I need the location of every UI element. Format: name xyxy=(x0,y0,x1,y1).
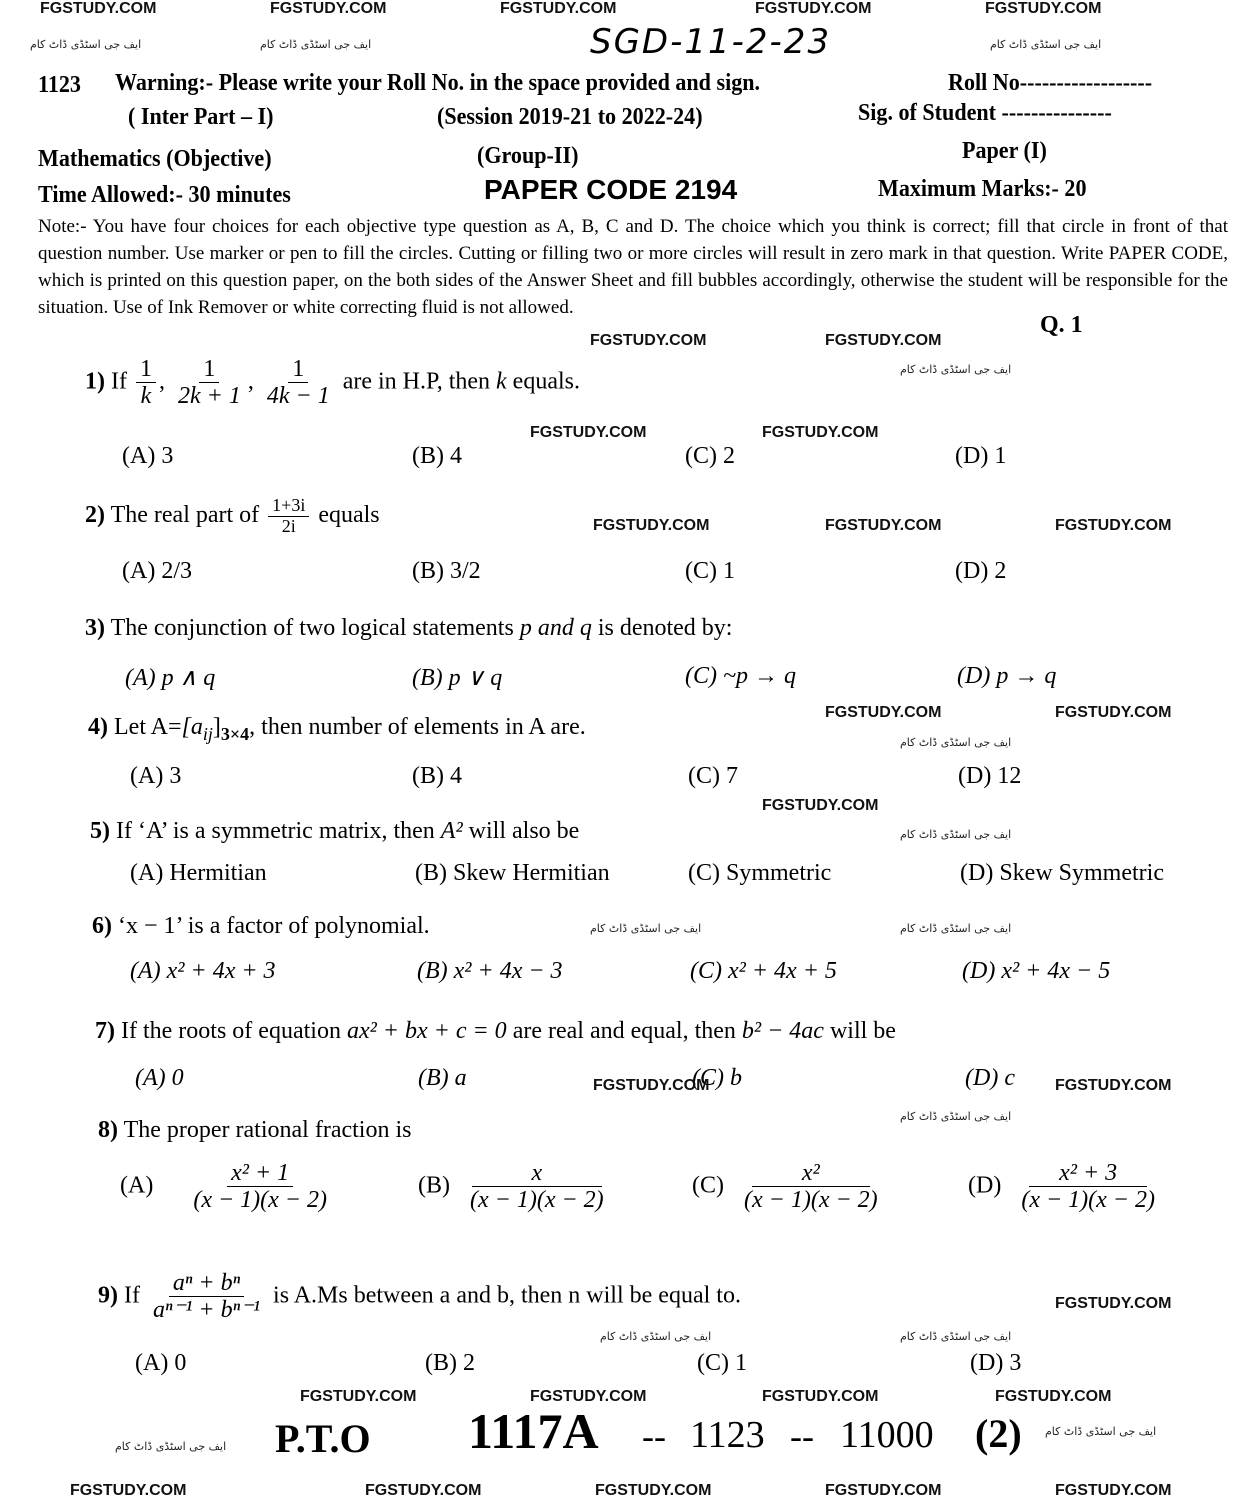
question-5: 5) If ‘A’ is a symmetric matrix, then A² will also be xyxy=(90,818,580,844)
watermark: FGSTUDY.COM xyxy=(762,797,879,814)
watermark: FGSTUDY.COM xyxy=(365,1482,482,1499)
option-2-d[interactable]: (D) 2 xyxy=(955,558,1007,584)
footer-separator: -- xyxy=(790,1416,814,1456)
page-number: (2) xyxy=(975,1411,1022,1456)
handwritten-code: SGD-11-2-23 xyxy=(590,22,832,62)
watermark: FGSTUDY.COM xyxy=(762,424,879,441)
question-6: 6) ‘x − 1’ is a factor of polynomial. xyxy=(92,913,430,939)
option-2-a[interactable]: (A) 2/3 xyxy=(122,558,192,584)
footer-count: 11000 xyxy=(840,1414,934,1456)
paper-number: 1123 xyxy=(38,72,81,98)
question-7: 7) If the roots of equation ax² + bx + c = 0 are real and equal, then b² − 4ac will be xyxy=(95,1018,896,1044)
watermark: FGSTUDY.COM xyxy=(1055,517,1172,534)
option-8c[interactable]: (C) $\frac{\text{x²}}{(x - 1)(x - 2)}$ xyxy=(692,1160,878,1214)
option-9-c[interactable]: (C) 1 xyxy=(697,1350,747,1376)
time-allowed: Time Allowed:- 30 minutes xyxy=(38,182,291,208)
option-1-b[interactable]: (B) 4 xyxy=(412,443,462,469)
footer-number: 1123 xyxy=(690,1414,765,1456)
option-7-d[interactable]: (D) c xyxy=(965,1065,1015,1091)
option-5-d[interactable]: (D) Skew Symmetric xyxy=(960,860,1164,886)
option-6-b[interactable]: (B) x² + 4x − 3 xyxy=(417,958,563,984)
pto-label: P.T.O xyxy=(275,1416,371,1461)
watermark: FGSTUDY.COM xyxy=(530,424,647,441)
urdu-watermark: ایف جی اسٹڈی ڈاٹ کام xyxy=(900,828,1012,841)
subject-label: Mathematics (Objective) xyxy=(38,146,272,172)
watermark: FGSTUDY.COM xyxy=(825,704,942,721)
watermark: FGSTUDY.COM xyxy=(1055,704,1172,721)
option-3-b[interactable]: (B) p ∨ q xyxy=(412,665,503,691)
watermark: FGSTUDY.COM xyxy=(1055,1295,1172,1312)
option-8b[interactable]: (B) $\frac{x}{(x - 1)(x - 2)}$ xyxy=(418,1160,604,1214)
watermark: FGSTUDY.COM xyxy=(590,332,707,349)
option-5-c[interactable]: (C) Symmetric xyxy=(688,860,832,886)
watermark: FGSTUDY.COM xyxy=(825,332,942,349)
option-3-c[interactable]: (C) ~p → q xyxy=(685,663,796,689)
option-7-a[interactable]: (A) 0 xyxy=(135,1065,184,1091)
urdu-watermark: ایف جی اسٹڈی ڈاٹ کام xyxy=(900,922,1012,935)
option-2-b[interactable]: (B) 3/2 xyxy=(412,558,481,584)
option-4-b[interactable]: (B) 4 xyxy=(412,763,462,789)
watermark: FGSTUDY.COM xyxy=(995,1388,1112,1405)
option-7-b[interactable]: (B) a xyxy=(418,1065,467,1091)
urdu-watermark: ایف جی اسٹڈی ڈاٹ کام xyxy=(900,1330,1012,1343)
watermark: FGSTUDY.COM xyxy=(985,0,1102,17)
watermark: FGSTUDY.COM xyxy=(530,1388,647,1405)
option-3-a[interactable]: (A) p ∧ q xyxy=(125,665,216,691)
option-9-a[interactable]: (A) 0 xyxy=(135,1350,187,1376)
footer-separator: -- xyxy=(642,1416,666,1456)
option-4-c[interactable]: (C) 7 xyxy=(688,763,738,789)
watermark: FGSTUDY.COM xyxy=(500,0,617,17)
option-4-a[interactable]: (A) 3 xyxy=(130,763,182,789)
option-3-d[interactable]: (D) p → q xyxy=(957,663,1057,689)
option-8a[interactable]: (A) $\frac{\text{x² + 1}}{(x - 1)(x - 2)}$ xyxy=(120,1160,327,1214)
question-label: Q. 1 xyxy=(1040,312,1083,338)
paper-label: Paper (I) xyxy=(962,138,1047,164)
option-6-d[interactable]: (D) x² + 4x − 5 xyxy=(962,958,1111,984)
watermark: FGSTUDY.COM xyxy=(825,1482,942,1499)
question-9: 9) If $\frac{\text{aⁿ + bⁿ}}{\text{aⁿ⁻¹ + bⁿ⁻¹}}$ is A.Ms between a and b, then n will be equal to. xyxy=(98,1270,741,1324)
option-6-a[interactable]: (A) x² + 4x + 3 xyxy=(130,958,276,984)
instructions-note: Note:- You have four choices for each objective type question as A, B, C and D. The choice which you think is correct; fill that circle in front of that question number. Use marker or pen to fill the circles. Cutting or filling two or more circles will result in zero mark in that question. Write PAPER CODE, which is printed on this question paper, on the both sides of the Answer Sheet and fill bubbles accordingly, otherwise the student will be responsible for the situation. Use of Ink Remover or white correcting fluid is not allowed. xyxy=(38,216,1228,318)
watermark: FGSTUDY.COM xyxy=(40,0,157,17)
footer-code: 1117A xyxy=(468,1403,599,1459)
signature-field: Sig. of Student --------------- xyxy=(858,100,1112,126)
urdu-watermark: ایف جی اسٹڈی ڈاٹ کام xyxy=(115,1440,227,1453)
watermark: FGSTUDY.COM xyxy=(593,517,710,534)
watermark: FGSTUDY.COM xyxy=(825,517,942,534)
option-1-d[interactable]: (D) 1 xyxy=(955,443,1007,469)
group-label: (Group-II) xyxy=(477,143,579,169)
option-2-c[interactable]: (C) 1 xyxy=(685,558,735,584)
urdu-watermark: ایف جی اسٹڈی ڈاٹ کام xyxy=(30,38,142,51)
question-3: 3) The conjunction of two logical statements p and q is denoted by: xyxy=(85,615,733,641)
watermark: FGSTUDY.COM xyxy=(70,1482,187,1499)
watermark: FGSTUDY.COM xyxy=(755,0,872,17)
question-8: 8) The proper rational fraction is xyxy=(98,1117,412,1143)
part-label: ( Inter Part – I) xyxy=(128,104,274,130)
paper-code: PAPER CODE 2194 xyxy=(484,174,738,205)
watermark: FGSTUDY.COM xyxy=(1055,1077,1172,1094)
maximum-marks: Maximum Marks:- 20 xyxy=(878,176,1087,202)
option-7-c[interactable]: (C) b xyxy=(692,1065,742,1091)
roll-no-field: Roll No------------------ xyxy=(948,70,1153,96)
watermark: FGSTUDY.COM xyxy=(270,0,387,17)
urdu-watermark: ایف جی اسٹڈی ڈاٹ کام xyxy=(900,1110,1012,1123)
urdu-watermark: ایف جی اسٹڈی ڈاٹ کام xyxy=(590,922,702,935)
watermark: FGSTUDY.COM xyxy=(593,1077,710,1094)
option-1-c[interactable]: (C) 2 xyxy=(685,443,735,469)
watermark: FGSTUDY.COM xyxy=(595,1482,712,1499)
warning-text: Warning:- Please write your Roll No. in the space provided and sign. xyxy=(115,70,761,96)
option-4-d[interactable]: (D) 12 xyxy=(958,763,1022,789)
urdu-watermark: ایف جی اسٹڈی ڈاٹ کام xyxy=(1045,1425,1157,1438)
watermark: FGSTUDY.COM xyxy=(1055,1482,1172,1499)
urdu-watermark: ایف جی اسٹڈی ڈاٹ کام xyxy=(900,736,1012,749)
question-2: 2) The real part of $\frac{1+3i}{2i}$ equals xyxy=(85,495,380,536)
urdu-watermark: ایف جی اسٹڈی ڈاٹ کام xyxy=(900,363,1012,376)
session-label: (Session 2019-21 to 2022-24) xyxy=(437,104,703,130)
urdu-watermark: ایف جی اسٹڈی ڈاٹ کام xyxy=(260,38,372,51)
watermark: FGSTUDY.COM xyxy=(762,1388,879,1405)
question-4: 4) Let $A=[a_{ij}]_{3\times 4}$, then number of elements in A are. xyxy=(88,714,586,744)
option-5-b[interactable]: (B) Skew Hermitian xyxy=(415,860,610,886)
option-8d[interactable]: (D) $\frac{\text{x² + 3}}{(x - 1)(x - 2)}$ xyxy=(968,1160,1155,1214)
option-6-c[interactable]: (C) x² + 4x + 5 xyxy=(690,958,837,984)
question-1: 1) If $\frac{1}{k}$ , $\frac{1}{2k + 1}$ , $\frac{1}{4k - 1}$ are in H.P, then k equals. xyxy=(85,356,580,410)
option-9-d[interactable]: (D) 3 xyxy=(970,1350,1022,1376)
option-1-a[interactable]: (A) 3 xyxy=(122,443,174,469)
urdu-watermark: ایف جی اسٹڈی ڈاٹ کام xyxy=(600,1330,712,1343)
urdu-watermark: ایف جی اسٹڈی ڈاٹ کام xyxy=(990,38,1102,51)
option-9-b[interactable]: (B) 2 xyxy=(425,1350,475,1376)
watermark: FGSTUDY.COM xyxy=(300,1388,417,1405)
option-5-a[interactable]: (A) Hermitian xyxy=(130,860,267,886)
